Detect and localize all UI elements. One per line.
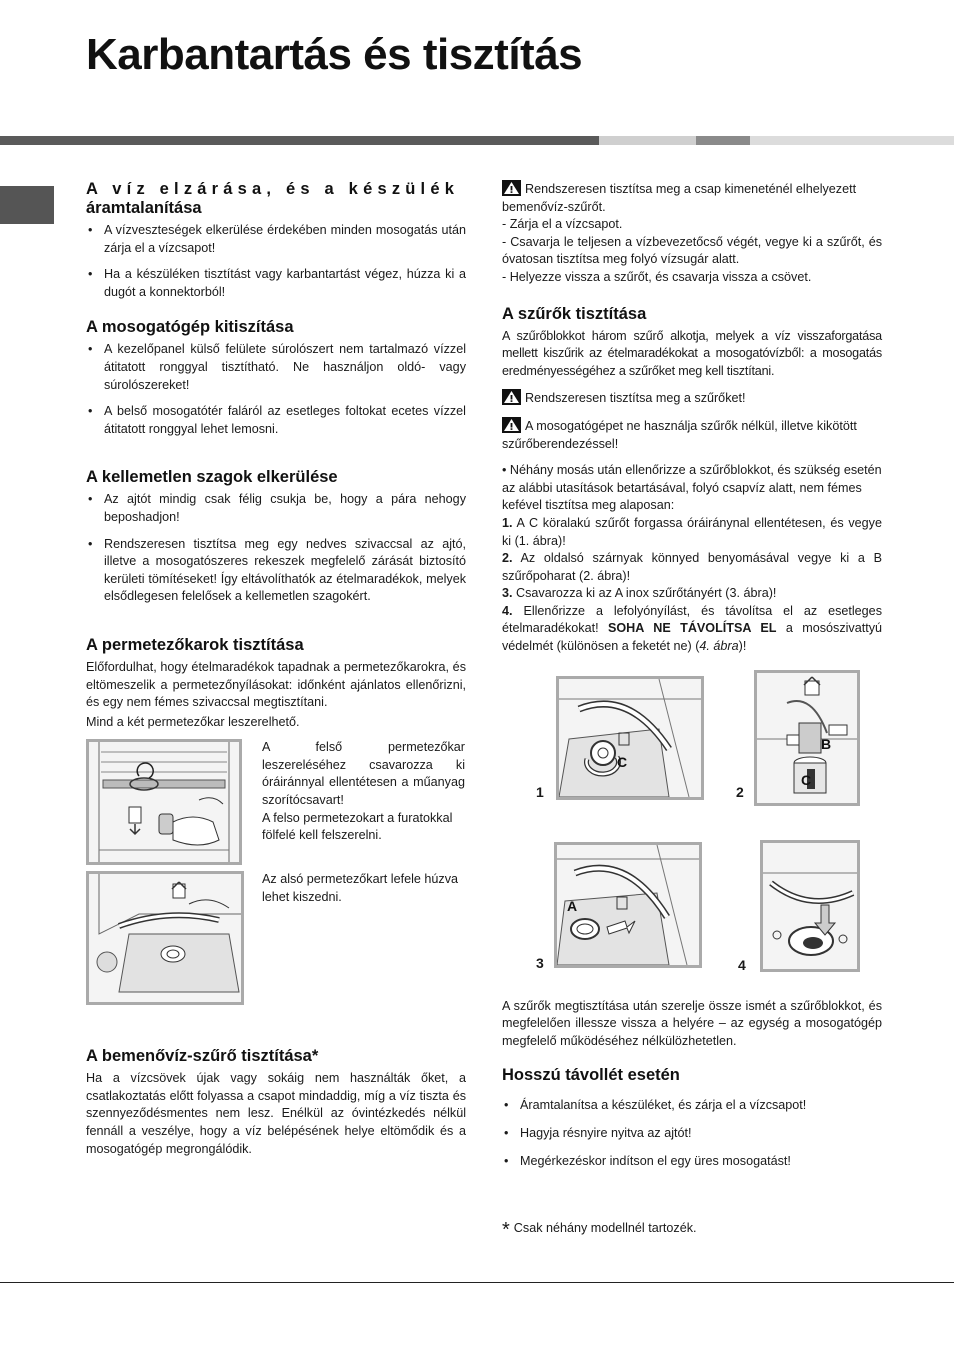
section-absence [502, 1066, 882, 1170]
heading-absence: Hosszú távollét esetén [502, 1066, 680, 1085]
warning-icon [502, 180, 521, 196]
step-text: a mosószivattyú védelmét (különösen a feketét ne) ( [502, 621, 883, 654]
section-inlet-filter-cont [502, 180, 882, 287]
step-bold-text: SOHA NE TÁVOLÍTSA EL [607, 621, 777, 636]
page-title: Karbantartás és tisztítás [86, 30, 583, 79]
odours-list [86, 491, 466, 606]
list-item: • Rendszeresen tisztítsa meg egy nedves szivaccsal az ajtó, illetve a mosogatószeres rekeszek megfelelő zárását biztosító kerületi tömítéseket! Így eltávolíthatók az ételmaradékok, melyek elsődlegesen felelősek a kellemetlen szagokért. [86, 536, 466, 606]
heading-filters: A szűrők tisztítása [502, 304, 647, 323]
header-stripe-pale [750, 136, 954, 145]
upper-arm-block [86, 739, 466, 869]
figure-label-c: C [801, 771, 812, 788]
inlet-step: - Csavarja le teljesen a vízbevezetőcső végét, vegye ki a szűrőt, és óvatosan tisztítsa meg folyó vízsugár alatt. [502, 234, 882, 267]
step-number: 1. [502, 515, 513, 530]
right-column [502, 180, 882, 1240]
water-list [86, 222, 466, 301]
warning-text: A mosogatógépet ne használja szűrők nélkül, illetve kikötött szűrőberendezéssel! [502, 418, 857, 451]
heading-water-power [86, 180, 466, 199]
list-item: • Ha a készüléken tisztítást vagy karbantartást végez, húzza ki a dugót a konnektorból! [86, 266, 466, 301]
figure-number-4: 4 [738, 956, 746, 973]
filters-check: • Néhány mosás után ellenőrizze a szűrőblokkot, és szükség esetén az alábbi utasítások betartásával, folyó csapvíz alatt, nem fémes kefével tisztítsa meg alaposan: [502, 463, 882, 513]
heading-line: A víz elzárása, és a készülék [86, 180, 460, 198]
side-language-tab [0, 186, 54, 224]
heading-odours: A kellemetlen szagok elkerülése [86, 468, 338, 487]
section-cleaning [86, 318, 466, 438]
header-stripe-mid [696, 136, 750, 145]
spray-text: Előfordulhat, hogy ételmaradékok tapadnak a permetezőkarokra, és eltömeszelik a permetezőnyílásokat: időnként ajánlatos ellenőrizni, és egy nem fémes szivaccsal megtisztítani. [86, 659, 466, 710]
step-italic-text: 4. ábra [699, 639, 739, 654]
lower-arm-block [86, 871, 466, 1009]
step-text: A C köralakú szűrőt forgassa óráiránynal ellentétesen, és vegye ki (1. ábra)! [502, 515, 882, 548]
filters-step-4 [502, 603, 882, 656]
list-item: • Az ajtót mindig csak félig csukja be, hogy a pára nehogy beposhadjon! [86, 491, 466, 526]
filter-figure-2 [754, 670, 860, 806]
step-text: )! [738, 639, 747, 654]
list-item: • Megérkezéskor indítson el egy üres mosogatást! [502, 1153, 882, 1171]
step-text: Csavarozza ki az A inox szűrőtányért (3. ábra)! [516, 586, 777, 601]
figure-number-1: 1 [536, 783, 544, 800]
list-item: • A kezelőpanel külső felülete súrolószert nem tartalmazó vízzel átitatott ronggyal tisztítható. Ne használjon oldó- vagy súrolószereket! [86, 341, 466, 394]
inlet-step: - Zárja el a vízcsapot. [502, 217, 623, 232]
header-stripe-dark [0, 136, 599, 145]
header-stripe-light [599, 136, 696, 145]
step-number: 3. [502, 586, 513, 601]
inlet-text: Ha a vízcsövek újak vagy sokáig nem használták őket, a csatlakoztatás előtt folyassa a csapot mindaddig, míg a víz tiszta és szennyeződésmentes nem lesz. Enélkül az óvintézkedés nélkül fennáll a veszélye, hogy a víz belépésének helye eltömődik és a mosogatógép megrongálódik. [86, 1071, 466, 1156]
filters-warning-2 [502, 417, 882, 453]
filter-figures [502, 670, 882, 992]
upper-arm-text [262, 739, 465, 845]
lower-arm-instruction: Az alsó permetezőkart lefele húzva lehet kiszedni. [262, 872, 459, 904]
list-item: • A vízveszteségek elkerülése érdekében minden mosogatás után zárja el a vízcsapot! [86, 222, 466, 257]
footnote-text: Csak néhány modellnél tartozék. [513, 1221, 697, 1236]
section-water-power [86, 180, 466, 301]
lower-spray-arm-illustration [86, 871, 244, 1005]
filters-after: A szűrők megtisztítása után szerelje össze ismét a szűrőblokkot, és megfelelően illessze vissza a helyére – az egység a mosogatógép megfelelő működéséhez nélkülözhetetlen. [502, 998, 882, 1048]
filters-step-2 [502, 550, 882, 585]
inlet-warning [502, 180, 882, 216]
list-item: • Áramtalanítsa a készüléket, és zárja el a vízcsapot! [502, 1097, 882, 1115]
warning-icon [502, 389, 521, 405]
step-text: Az oldalsó szárnyak könnyed benyomásával vegye ki a B szűrőpoharat (2. ábra)! [502, 551, 882, 583]
inlet-step: - Helyezze vissza a szűrőt, és csavarja vissza a csövet. [502, 269, 812, 284]
figure-label-b: B [821, 735, 832, 752]
filter-figure-1 [556, 676, 704, 800]
inlet-warning-text: Rendszeresen tisztítsa meg a csap kimeneténél elhelyezett bemenővíz-szűrőt. [502, 182, 857, 214]
step-text: Ellenőrizze a lefolyónyílást, és távolítsa el az esetleges ételmaradékokat! [502, 603, 882, 636]
heading-cleaning: A mosogatógép kitiszítása [86, 318, 294, 337]
section-spray-arms [86, 636, 466, 1009]
figure-label-a: A [567, 897, 578, 914]
filters-warning-1 [502, 389, 882, 408]
bottom-rule [0, 1282, 954, 1283]
left-column [86, 180, 466, 1158]
upper-spray-arm-illustration [86, 739, 242, 865]
section-filters [502, 305, 882, 1051]
cleaning-list [86, 341, 466, 438]
upper-arm-instruction: A felső permetezőkar leszereléséhez csavarozza ki óráiránnyal ellentétesen a műanyag szorítócsavart! [262, 740, 465, 808]
spray-text-2: Mind a két permetezőkar leszerelhető. [86, 714, 300, 729]
step-number: 2. [502, 551, 513, 566]
step-number: 4. [502, 603, 513, 618]
filter-figure-3 [554, 842, 702, 968]
figure-label-c: C [617, 753, 628, 770]
figure-number-3: 3 [536, 954, 544, 971]
filters-step-1 [502, 515, 882, 550]
warning-text: Rendszeresen tisztítsa meg a szűrőket! [525, 391, 746, 406]
heading-spray-arms: A permetezőkarok tisztítása [86, 635, 304, 654]
footnote [502, 1220, 882, 1240]
absence-list [502, 1097, 882, 1170]
heading-inlet-filter: A bemenővíz-szűrő tisztítása* [86, 1047, 319, 1066]
upper-arm-note: A felso permetezokart a furatokkal fölfelé kell felszerelni. [262, 810, 453, 843]
filters-step-3 [502, 585, 882, 603]
list-item: • Hagyja résnyire nyitva az ajtót! [502, 1125, 882, 1143]
section-odours [86, 468, 466, 606]
figure-number-2: 2 [736, 783, 744, 800]
warning-icon [502, 417, 521, 433]
filters-text: A szűrőblokkot három szűrő alkotja, melyek a víz visszaforgatása mellett kiszűrik az ételmaradékokat a mosogatóvízből: a mosogatás eredményességéhez a szűrőket meg kell tisztítani. [502, 328, 882, 378]
heading-water-power-2: áramtalanítása [86, 199, 202, 217]
section-inlet-filter [86, 1047, 466, 1158]
filter-figure-4 [760, 840, 860, 972]
list-item: • A belső mosogatótér faláról az esetleges foltokat ecetes vízzel átitatott ronggyal lehet lemosni. [86, 403, 466, 438]
footnote-star: * [502, 1219, 510, 1242]
